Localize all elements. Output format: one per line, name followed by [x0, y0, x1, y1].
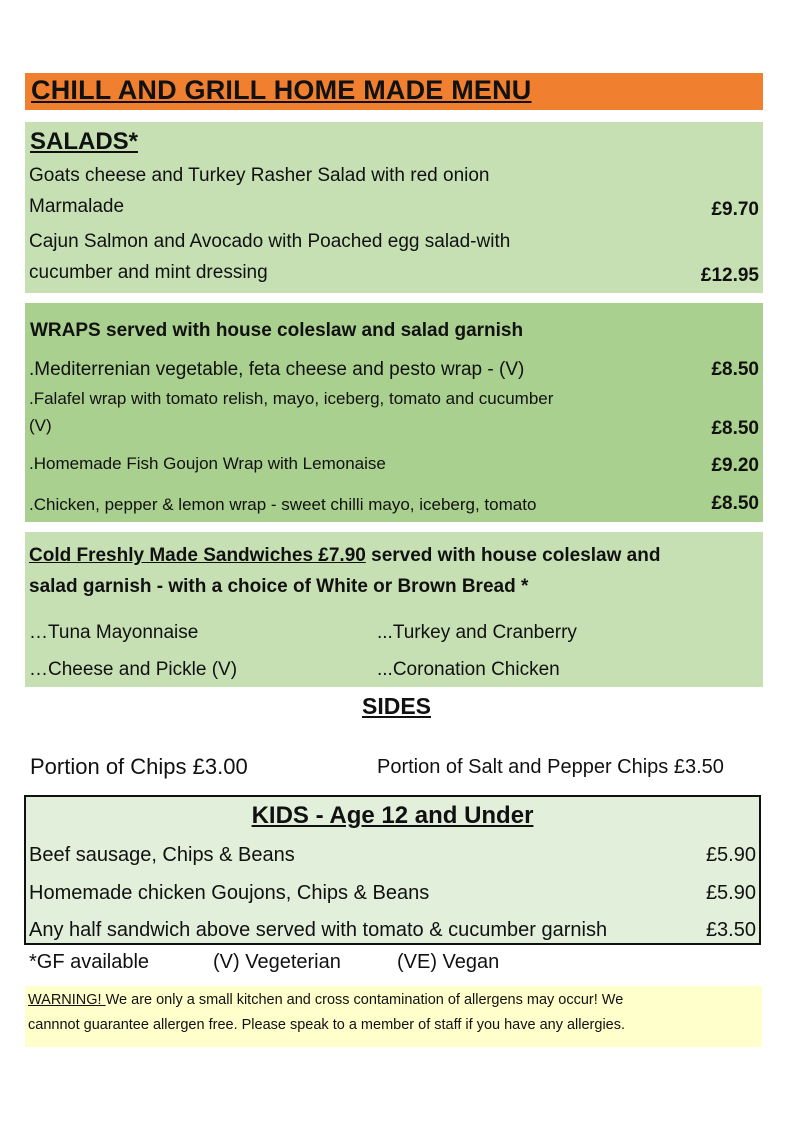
wrap-item-1-price: £8.50 — [711, 359, 759, 380]
warning-line2: cannnot guarantee allergen free. Please speak to a member of staff if you have any allergies. — [28, 1017, 626, 1033]
sandwich-item-2: ...Turkey and Cranberry — [377, 622, 577, 643]
salad-item-2-price: £12.95 — [700, 265, 759, 286]
kids-item-2: Homemade chicken Goujons, Chips & Beans — [29, 882, 430, 904]
wrap-item-2-line2: (V) — [29, 416, 52, 435]
allergen-warning — [25, 986, 762, 1047]
kids-heading: KIDS - Age 12 and Under — [251, 802, 534, 829]
warning-label: WARNING! — [28, 992, 106, 1008]
kids-item-1: Beef sausage, Chips & Beans — [29, 844, 295, 866]
sandwiches-section — [25, 532, 763, 687]
sandwich-item-1: …Tuna Mayonnaise — [29, 622, 199, 643]
salad-item-2-line2: cucumber and mint dressing — [29, 262, 268, 283]
menu-title: CHILL AND GRILL HOME MADE MENU — [31, 75, 532, 105]
wraps-heading: WRAPS served with house coleslaw and salad garnish — [30, 320, 524, 341]
wrap-item-4: .Chicken, pepper & lemon wrap - sweet chilli mayo, iceberg, tomato — [29, 495, 537, 514]
wrap-item-3-price: £9.20 — [711, 455, 759, 476]
sandwiches-heading-line2: salad garnish - with a choice of White or Brown Bread * — [29, 576, 529, 597]
kids-item-1-price: £5.90 — [705, 844, 756, 866]
wrap-item-3: .Homemade Fish Goujon Wrap with Lemonaise — [29, 454, 386, 473]
legend-vegan: (VE) Vegan — [397, 951, 500, 973]
salads-heading: SALADS* — [30, 128, 139, 155]
sandwiches-heading — [29, 545, 660, 567]
legend-vegetarian: (V) Vegeterian — [213, 951, 341, 973]
warning-text-1: We are only a small kitchen and cross contamination of allergens may occur! We — [105, 992, 624, 1008]
wrap-item-2-price: £8.50 — [711, 418, 759, 439]
wrap-item-4-price: £8.50 — [711, 493, 759, 514]
salad-item-1-line2: Marmalade — [29, 196, 125, 217]
kids-item-3-price: £3.50 — [705, 919, 756, 941]
sides-heading: SIDES — [361, 693, 432, 719]
kids-item-2-price: £5.90 — [705, 882, 756, 904]
salad-item-1-price: £9.70 — [711, 199, 759, 220]
legend-gf: *GF available — [29, 951, 150, 973]
kids-section — [24, 795, 761, 945]
wrap-item-1: .Mediterrenian vegetable, feta cheese and pesto wrap - (V) — [29, 359, 525, 380]
sides-item-2: Portion of Salt and Pepper Chips £3.50 — [377, 756, 724, 778]
salad-item-2-line1: Cajun Salmon and Avocado with Poached egg salad-with — [29, 231, 511, 252]
title-bar — [25, 73, 763, 110]
sandwiches-heading-price: Cold Freshly Made Sandwiches £7.90 — [29, 545, 366, 566]
wrap-item-2-line1: .Falafel wrap with tomato relish, mayo, iceberg, tomato and cucumber — [29, 389, 554, 408]
sandwich-item-4: ...Coronation Chicken — [377, 659, 560, 680]
sandwiches-heading-rest: served with house coleslaw and — [365, 545, 661, 566]
salad-item-1-line1: Goats cheese and Turkey Rasher Salad with red onion — [29, 165, 490, 186]
salads-section — [25, 122, 763, 293]
warning-line1 — [28, 992, 623, 1008]
sandwich-item-3: …Cheese and Pickle (V) — [29, 659, 238, 680]
wraps-section — [25, 303, 763, 522]
sides-item-1: Portion of Chips £3.00 — [30, 754, 248, 779]
kids-item-3: Any half sandwich above served with tomato & cucumber garnish — [29, 919, 608, 941]
